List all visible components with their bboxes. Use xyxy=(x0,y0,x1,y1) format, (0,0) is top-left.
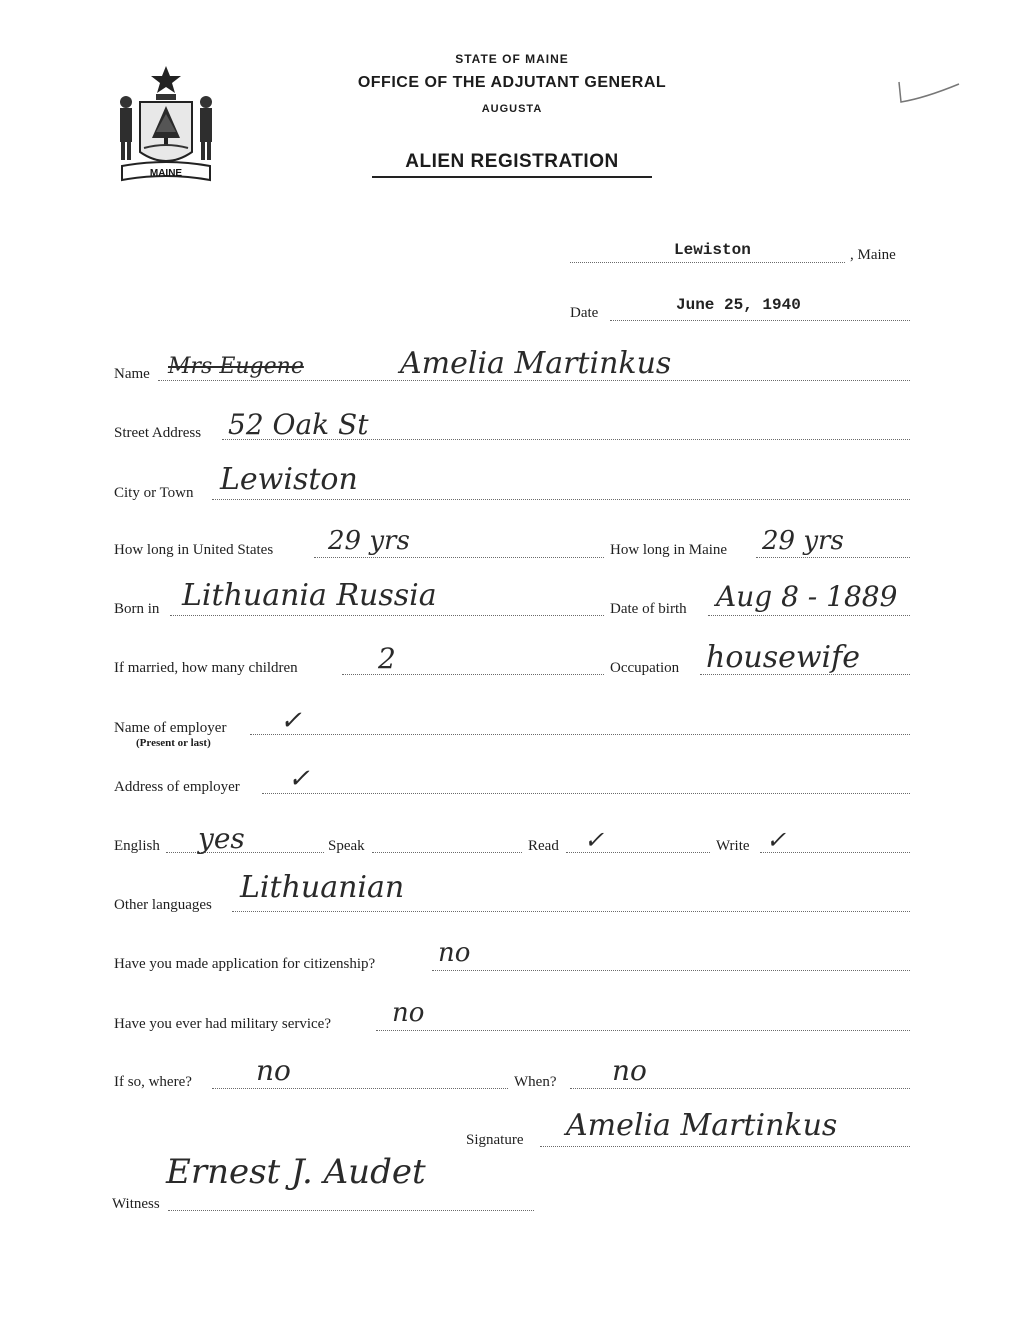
struck-name-value: Mrs Eugene xyxy=(168,354,304,379)
read-label: Read xyxy=(528,838,559,854)
state-heading: STATE OF MAINE xyxy=(455,52,569,66)
when-label: When? xyxy=(514,1074,557,1090)
read-value: ✓ xyxy=(584,826,605,854)
occupation-value: housewife xyxy=(706,640,860,675)
city-value: Lewiston xyxy=(220,462,358,497)
check-mark-icon xyxy=(895,78,965,113)
us-years-label: How long in United States xyxy=(114,542,274,558)
write-label: Write xyxy=(716,838,750,854)
other-languages-label: Other languages xyxy=(114,897,212,913)
us-years-value: 29 yrs xyxy=(328,526,410,556)
born-in-label: Born in xyxy=(114,601,160,617)
witness-signature: Ernest J. Audet xyxy=(166,1152,426,1192)
street-address-label: Street Address xyxy=(114,425,202,441)
where-value: no xyxy=(256,1054,291,1087)
employer-value: ✓ xyxy=(280,706,302,736)
date-value: June 25, 1940 xyxy=(676,296,801,314)
when-value: no xyxy=(612,1054,647,1087)
street-address-value: 52 Oak St xyxy=(228,408,369,441)
title-underline xyxy=(372,176,652,178)
maine-state-seal xyxy=(112,62,220,190)
city-label: City or Town xyxy=(114,485,194,501)
employer-address-label: Address of employer xyxy=(114,779,240,795)
signature-value: Amelia Martinkus xyxy=(566,1108,838,1143)
dob-label: Date of birth xyxy=(610,601,687,617)
citizenship-label: Have you made application for citizenship? xyxy=(114,956,376,972)
seal-banner-text: MAINE xyxy=(149,168,183,179)
signature-label: Signature xyxy=(466,1132,524,1148)
date-label: Date xyxy=(570,305,599,321)
employer-address-value: ✓ xyxy=(288,764,310,794)
children-value: 2 xyxy=(378,642,396,675)
where-label: If so, where? xyxy=(114,1074,192,1090)
city-heading: AUGUSTA xyxy=(481,103,543,115)
dob-value: Aug 8 - 1889 xyxy=(716,580,898,613)
military-service-value: no xyxy=(392,998,425,1028)
children-label: If married, how many children xyxy=(114,660,298,676)
citizenship-value: no xyxy=(438,938,471,968)
employer-label: Name of employer xyxy=(114,720,227,736)
born-in-value: Lithuania Russia xyxy=(182,578,437,613)
english-value: yes xyxy=(198,822,245,855)
name-label: Name xyxy=(114,366,150,382)
maine-years-label: How long in Maine xyxy=(610,542,728,558)
speak-label: Speak xyxy=(328,838,365,854)
occupation-label: Occupation xyxy=(610,660,680,676)
name-value: Amelia Martinkus xyxy=(400,346,672,381)
other-languages-value: Lithuanian xyxy=(240,870,405,905)
place-value: Lewiston xyxy=(674,241,751,259)
witness-label: Witness xyxy=(112,1196,160,1212)
employer-sublabel: (Present or last) xyxy=(136,737,211,749)
write-value: ✓ xyxy=(766,826,787,854)
military-service-label: Have you ever had military service? xyxy=(114,1016,331,1032)
place-state-label: , Maine xyxy=(850,247,896,263)
form-title: ALIEN REGISTRATION xyxy=(405,151,619,172)
maine-years-value: 29 yrs xyxy=(762,526,844,556)
english-label: English xyxy=(114,838,160,854)
office-heading: OFFICE OF THE ADJUTANT GENERAL xyxy=(357,74,667,91)
